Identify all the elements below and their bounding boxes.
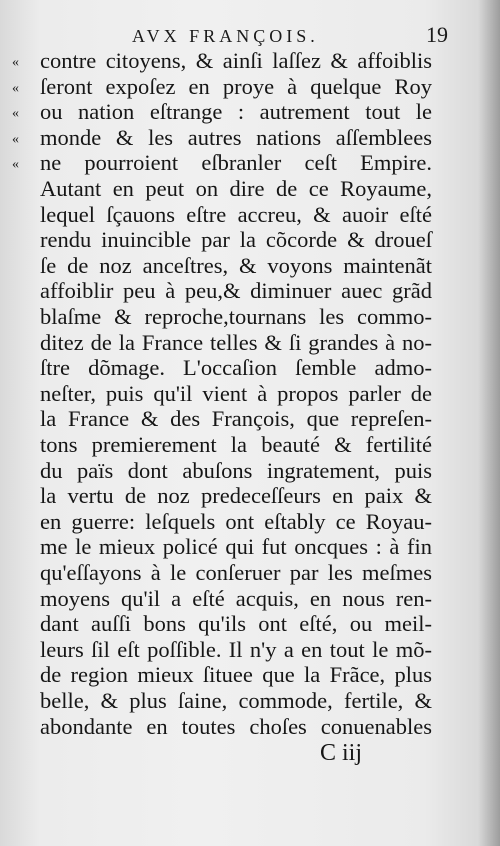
text-line: ou nation eſtrange : autrement tout le	[40, 99, 432, 125]
text-line: lequel ſçauons eſtre accreu, & auoir eſté	[40, 201, 432, 227]
text-line: du païs dont abuſons ingratement, puis	[40, 457, 432, 483]
text-line: leurs ſil eſt poſſible. Il n'y a en tout le mõ-	[40, 636, 432, 662]
quote-marker: «	[12, 106, 19, 122]
text-line: dant auſſi bons qu'ils ont eſté, ou meil-	[40, 611, 432, 637]
text-line: abondante en toutes choſes conuenables	[40, 713, 432, 739]
text-line: neſter, puis qu'il vient à propos parler de	[40, 380, 432, 406]
text-line: affoiblir peu à peu,& diminuer auec grãd	[40, 278, 432, 304]
quote-marker: «	[12, 80, 19, 96]
quote-marker: «	[12, 131, 19, 147]
text-line: belle, & plus ſaine, commode, fertile, &	[40, 688, 432, 713]
page-number: 19	[426, 22, 448, 47]
text-line: rendu inuincible par la cõcorde & droueſ	[40, 227, 432, 253]
text-line: tons premierement la beauté & fertilité	[40, 432, 432, 457]
text-line: ſe de noz anceſtres, & voyons maintenãt	[40, 252, 432, 278]
binding-shadow	[478, 0, 500, 846]
text-line: Autant en peut on dire de ce Royaume,	[40, 176, 432, 201]
text-line: la France & des François, que repreſen-	[40, 406, 432, 432]
text-line: ne pourroient eſbranler ceſt Empire.	[40, 150, 432, 176]
text-line: ſeront expoſez en proye à quelque Roy	[40, 73, 432, 99]
text-line: contre citoyens, & ainſi laſſez & affoiblis	[40, 48, 432, 73]
text-line: ſtre dõmage. L'occaſion ſemble admo-	[40, 355, 432, 381]
text-line: en guerre: leſquels ont eſtably ce Royau-	[40, 508, 432, 534]
text-line: ditez de la France telles & ſi grandes à no-	[40, 329, 432, 355]
text-line: moyens qu'il a eſté acquis, en nous ren-	[40, 585, 432, 611]
quote-marker: «	[12, 55, 19, 70]
quote-marker: «	[12, 157, 19, 173]
text-line: qu'eſſayons à le conſeruer par les meſmes	[40, 560, 432, 585]
running-head: AVX FRANÇOIS.	[132, 26, 319, 46]
signature-mark: C iij	[320, 740, 363, 766]
text-line: de region mieux ſituee que la Frãce, plus	[40, 662, 432, 688]
text-line: la vertu de noz predeceſſeurs en paix &	[40, 483, 432, 509]
text-line: me le mieux policé qui fut oncques : à fin	[40, 534, 432, 560]
text-line: monde & les autres nations aſſemblees	[40, 124, 432, 150]
text-line: blaſme & reproche,tournans les commo-	[40, 304, 432, 329]
